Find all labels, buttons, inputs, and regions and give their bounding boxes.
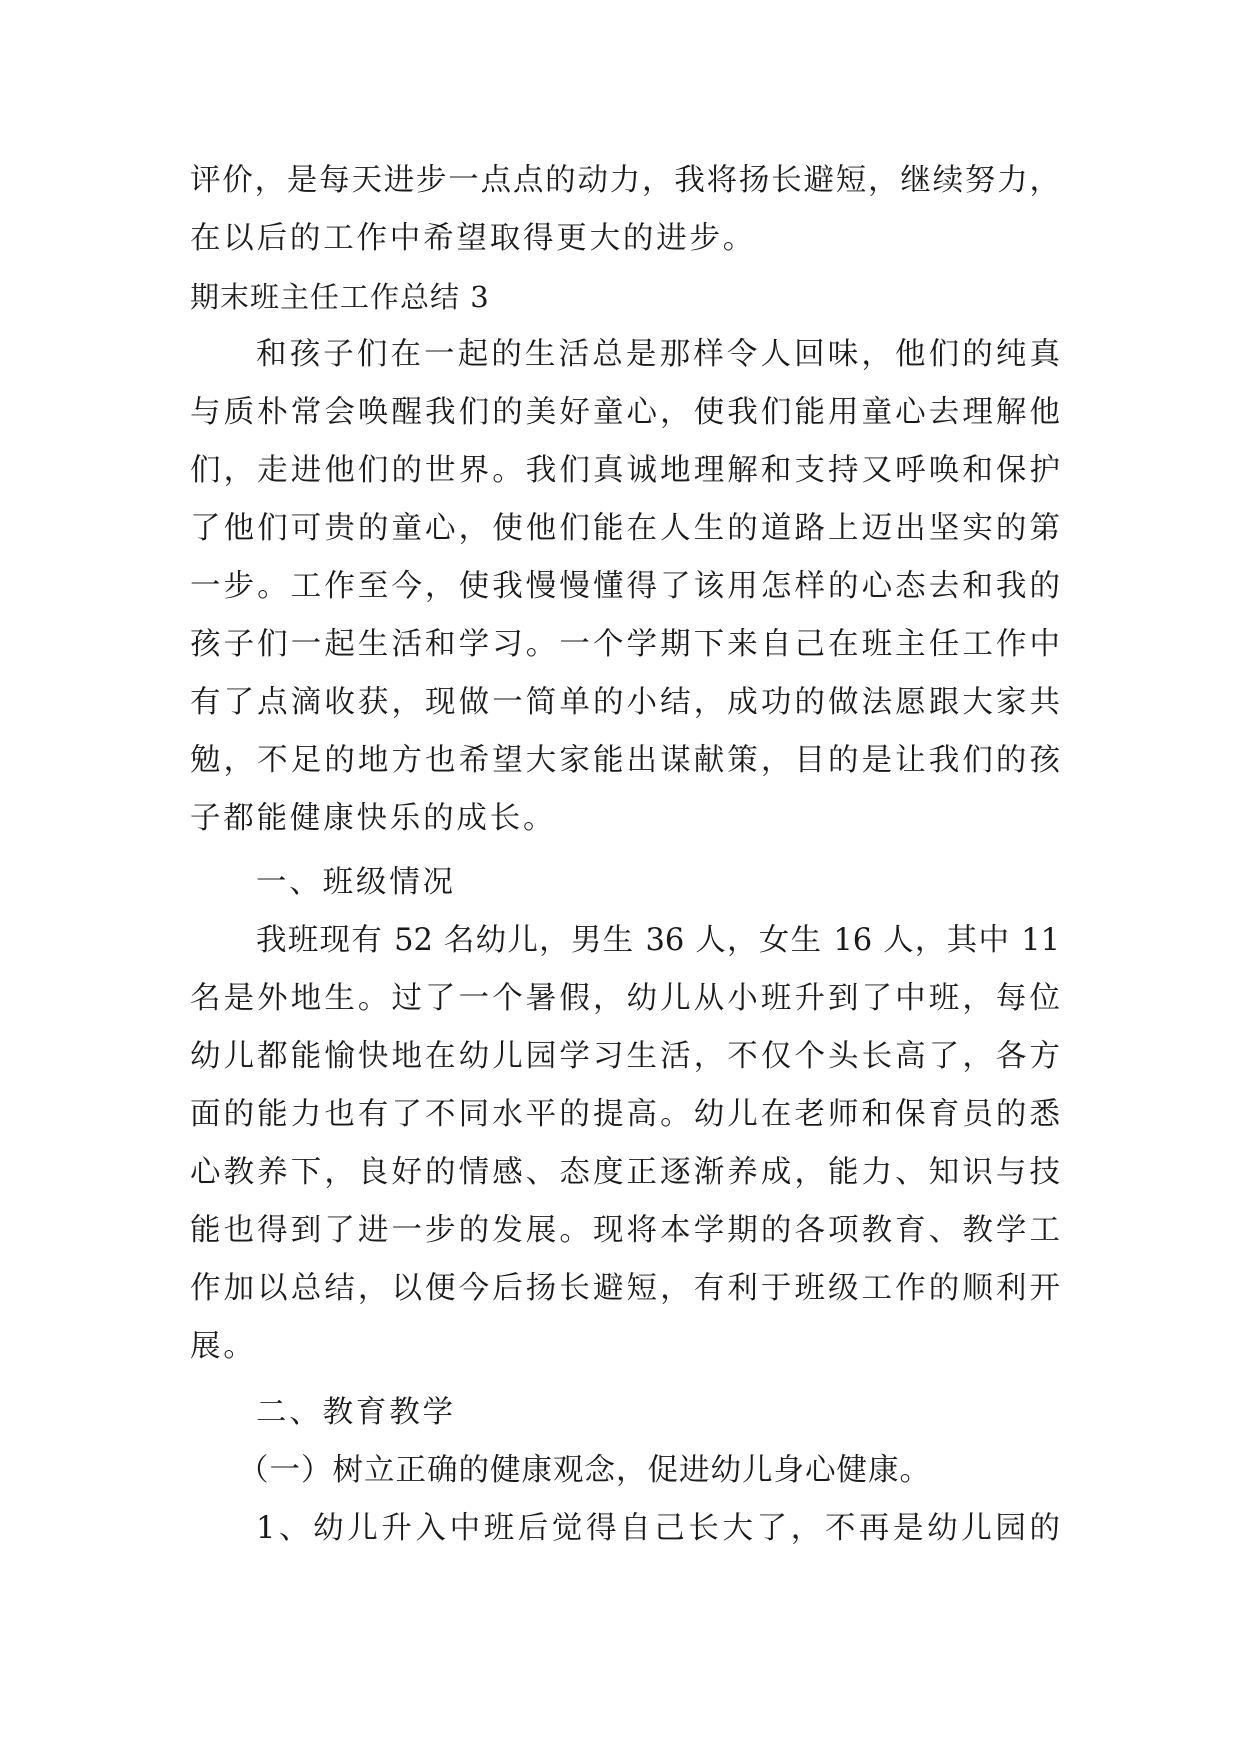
intro-line: 评价，是每天进步一点点的动力，我将扬长避短，继续努力，: [190, 163, 1060, 198]
paragraph-line: 幼儿都能愉快地在幼儿园学习生活，不仅个头长高了，各方: [190, 1039, 1060, 1074]
paragraph-line: 们，走进他们的世界。我们真诚地理解和支持又呼唤和保护: [190, 453, 1060, 488]
paragraph-line: 和孩子们在一起的生活总是那样令人回味，他们的纯真: [256, 337, 1060, 372]
paragraph-line: 一步。工作至今，使我慢慢懂得了该用怎样的心态去和我的: [190, 569, 1060, 604]
paragraph-line: 面的能力也有了不同水平的提高。幼儿在老师和保育员的悉: [190, 1097, 1060, 1132]
paragraph-line: 了他们可贵的童心，使他们能在人生的道路上迈出坚实的第: [190, 511, 1060, 546]
paragraph-line: 作加以总结，以便今后扬长避短，有利于班级工作的顺利开: [190, 1271, 1060, 1306]
heading-class-situation: 一、班级情况: [256, 865, 456, 900]
paragraph-line: 有了点滴收获，现做一简单的小结，成功的做法愿跟大家共: [190, 685, 1060, 720]
paragraph-line: 名是外地生。过了一个暑假，幼儿从小班升到了中班，每位: [190, 981, 1060, 1016]
paragraph-line: 子都能健康快乐的成长。: [190, 801, 557, 836]
paragraph-line: 孩子们一起生活和学习。一个学期下来自己在班主任工作中: [190, 627, 1060, 662]
paragraph-line: 心教养下，良好的情感、态度正逐渐养成，能力、知识与技: [190, 1155, 1060, 1190]
heading-education-teaching: 二、教育教学: [256, 1395, 456, 1430]
paragraph-line: 勉，不足的地方也希望大家能出谋献策，目的是让我们的孩: [190, 743, 1060, 778]
intro-line: 在以后的工作中希望取得更大的进步。: [190, 221, 757, 256]
paragraph-line: 能也得到了进一步的发展。现将本学期的各项教育、教学工: [190, 1213, 1060, 1248]
section-title: 期末班主任工作总结 3: [190, 280, 490, 314]
paragraph-line: 展。: [190, 1329, 257, 1364]
paragraph-line: 与质朴常会唤醒我们的美好童心，使我们能用童心去理解他: [190, 395, 1060, 430]
document-body: [190, 152, 1060, 1558]
list-item: 1、幼儿升入中班后觉得自己长大了，不再是幼儿园的: [256, 1511, 1060, 1546]
paragraph-line: 我班现有 52 名幼儿，男生 36 人，女生 16 人，其中 11: [256, 923, 1060, 958]
subheading-health: （一）树立正确的健康观念，促进幼儿身心健康。: [238, 1453, 931, 1488]
